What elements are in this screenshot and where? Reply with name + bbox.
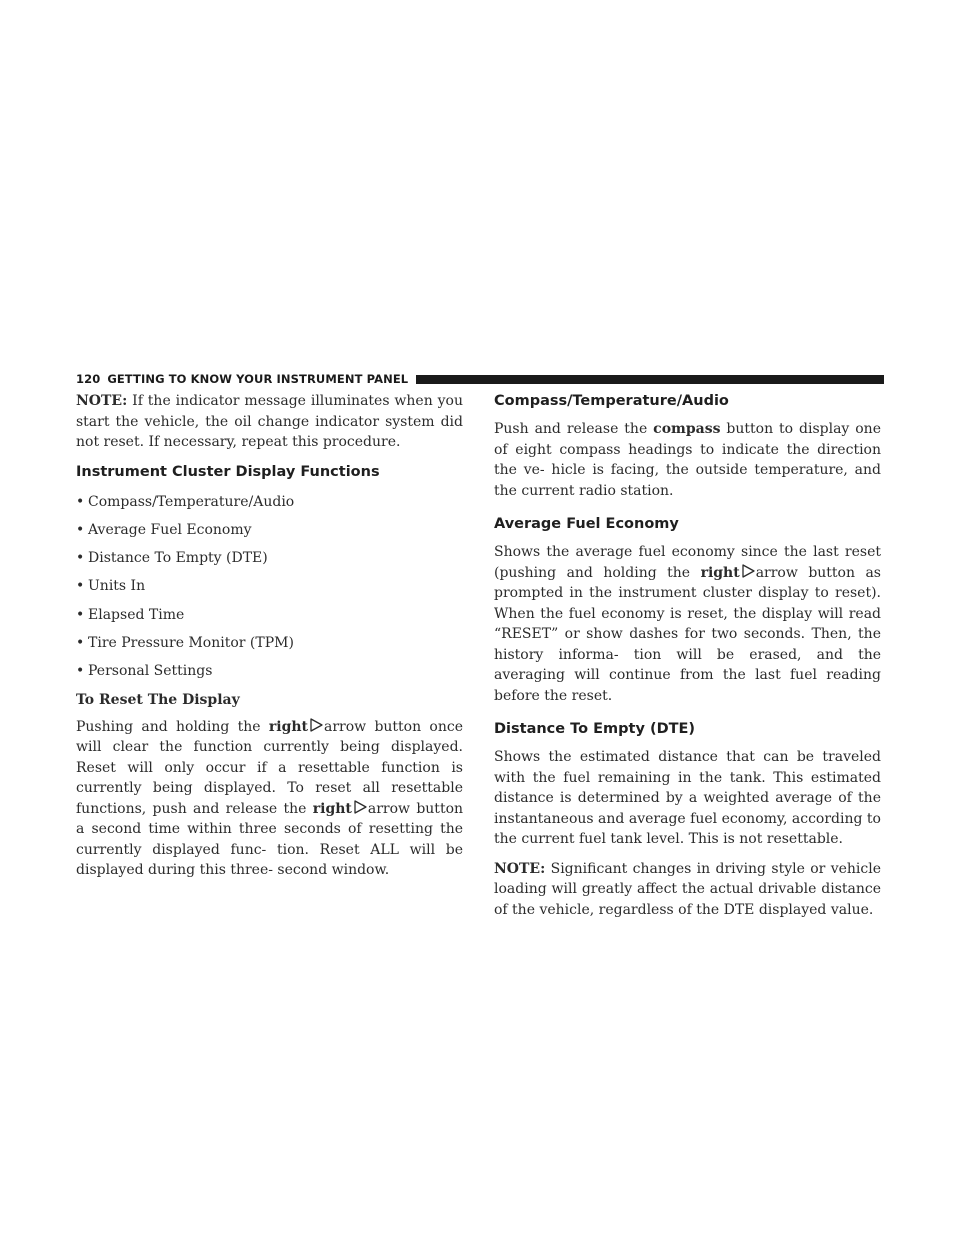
section-title: GETTING TO KNOW YOUR INSTRUMENT PANEL	[107, 372, 409, 386]
list-item: • Units In	[76, 578, 146, 595]
note-text: Significant changes in driving style or vehicle loading will greatly affect the actual drivable distance of the vehicle, regardless of the DTE displayed value.	[494, 860, 881, 918]
dte-paragraph: Shows the estimated distance that can be traveled with the fuel remaining in the tank. This estimated distance is determined by a weighted average of the instantaneous and average fuel economy, according to the current fuel tank level. This is not resettable.	[494, 749, 881, 847]
dte-heading: Distance To Empty (DTE)	[494, 721, 696, 737]
right-arrow-icon	[741, 564, 755, 578]
reset-paragraph: Pushing and holding the right arrow button once will clear the function currently being displayed. Reset will only occur if a resettable function is currently being displayed. To reset all resettable functions, push and release the right arrow button a second time within three seconds of resetting the currently displayed func- tion. Reset ALL will be displayed during this three- second window.	[76, 718, 464, 879]
compass-heading: Compass/Temperature/Audio	[494, 393, 729, 409]
list-item: • Elapsed Time	[76, 606, 185, 623]
reset-heading: To Reset The Display	[76, 691, 240, 708]
right-arrow-icon	[309, 718, 323, 732]
compass-paragraph: Push and release the compass button to display one of eight compass headings to indicate the direction the ve- hicle is facing, the outside temperature, and the current radio station.	[494, 421, 881, 499]
note-paragraph	[76, 391, 463, 453]
functions-heading: Instrument Cluster Display Functions	[76, 463, 380, 480]
header-rule	[416, 375, 884, 384]
right-keyword: right	[268, 718, 309, 735]
list-item: • Tire Pressure Monitor (TPM)	[76, 634, 294, 651]
afe-heading: Average Fuel Economy	[494, 516, 679, 532]
right-keyword: right	[700, 564, 740, 581]
list-item: • Compass/Temperature/Audio	[76, 493, 295, 510]
functions-list	[76, 492, 463, 690]
note-paragraph	[494, 859, 881, 921]
note-label: NOTE:	[76, 393, 128, 409]
right-column	[494, 391, 881, 920]
page-number: 120	[76, 372, 101, 386]
compass-keyword: compass	[653, 421, 721, 437]
note-text: If the indicator message illuminates when you start the vehicle, the oil change indicator system did not reset. If necessary, repeat this procedure.	[76, 393, 463, 450]
right-arrow-icon	[353, 800, 367, 814]
afe-paragraph: Shows the average fuel economy since the last reset (pushing and holding the right arrow button as prompted in the instrument cluster display to reset). When the fuel economy is reset, the display will read “RESET” or show dashes for two seconds. Then, the history informa- tion will be erased, and the averaging will continue from the last fuel reading before the reset.	[494, 544, 881, 704]
list-item: • Personal Settings	[76, 663, 213, 680]
right-keyword: right	[312, 800, 352, 817]
left-column	[76, 391, 463, 881]
list-item: • Distance To Empty (DTE)	[76, 550, 268, 567]
page-header	[76, 371, 884, 387]
list-item: • Average Fuel Economy	[76, 521, 252, 538]
note-label: NOTE:	[494, 860, 546, 877]
